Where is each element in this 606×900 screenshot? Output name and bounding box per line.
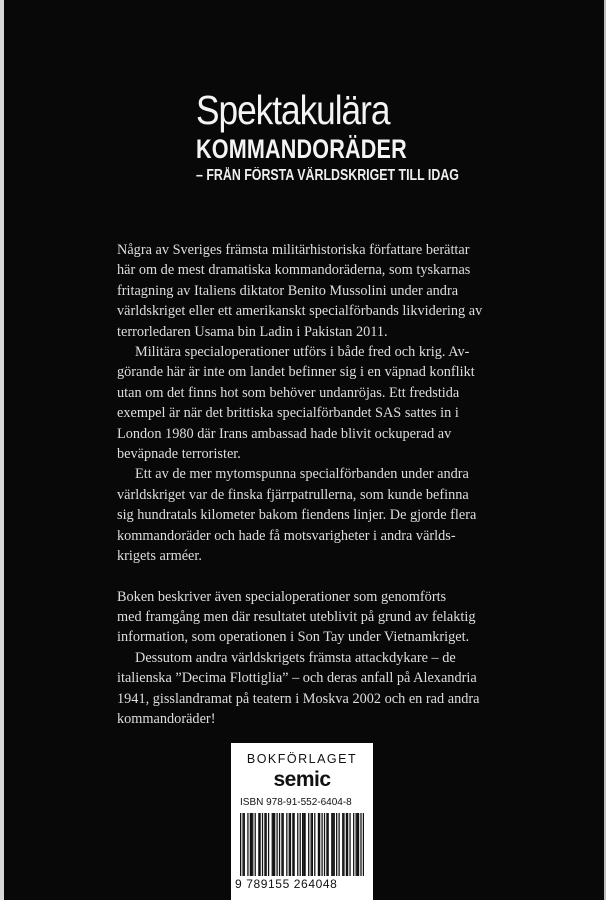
- barcode-bar: [353, 813, 354, 876]
- text-line: italienska ”Decima Flottiglia” – och deras anfall på Alexandria: [117, 670, 477, 687]
- barcode-bar: [318, 813, 319, 876]
- barcode-bar: [355, 813, 356, 876]
- barcode-bar: [276, 813, 277, 876]
- barcode-bar: [252, 813, 253, 876]
- barcode-bar: [290, 813, 291, 876]
- barcode-bar: [242, 813, 243, 876]
- barcode-bar: [314, 813, 315, 876]
- text-line: kommandoräder!: [117, 710, 216, 727]
- barcode-bar: [343, 813, 344, 876]
- barcode-bar: [264, 813, 265, 876]
- barcode-bar: [349, 813, 350, 876]
- text-line: Boken beskriver även specialoperationer som genomförts: [117, 588, 447, 605]
- barcode-bar: [283, 813, 284, 876]
- text-line: kommandoräder och hade få motsvarigheter i andra världs-: [117, 527, 456, 544]
- barcode-bar: [319, 813, 320, 876]
- barcode-bar: [357, 813, 358, 876]
- barcode-bar: [300, 813, 301, 876]
- barcode-bar: [302, 813, 303, 876]
- barcode-bar: [347, 813, 348, 876]
- barcode-bar: [266, 813, 267, 876]
- text-line: Militära specialoperationer utförs i både fred och krig. Av-: [135, 344, 470, 361]
- barcode-bar: [358, 813, 359, 876]
- text-line: terrorledaren Usama bin Ladin i Pakistan 2011.: [117, 323, 388, 340]
- barcode-digits: 9 789155 264048: [235, 877, 338, 891]
- barcode-bar: [240, 813, 241, 876]
- barcode-bar: [258, 813, 259, 876]
- title-block: [196, 88, 526, 186]
- barcode-bar: [273, 813, 274, 876]
- text-line: information, som operationen i Son Tay under Vietnamkriget.: [117, 629, 470, 646]
- text-line: med framgång men där resultatet uteblivit på grund av felaktig: [117, 608, 476, 625]
- barcode-bar: [342, 813, 343, 876]
- barcode-bar: [259, 813, 260, 876]
- isbn-text: ISBN 978-91-552-6404-8: [240, 797, 352, 808]
- barcode-bar: [363, 813, 364, 876]
- text-line: här om de mest dramatiska kommandoräderna, som tyskarnas: [117, 262, 471, 279]
- barcode-bar: [311, 813, 312, 876]
- paragraph-1: [117, 240, 492, 342]
- barcode-bar: [328, 813, 329, 876]
- barcode-bar: [332, 813, 333, 876]
- barcode-bar: [360, 813, 361, 876]
- text-line: världskriget eller ett amerikanskt specialförbands likvidering av: [117, 303, 483, 320]
- title-sub: KOMMANDORÄDER: [196, 134, 407, 164]
- barcode-bar: [321, 813, 322, 876]
- barcode-bar: [279, 813, 280, 876]
- barcode-bar: [338, 813, 339, 876]
- text-line: fritagning av Italiens diktator Benito Mussolini under andra: [117, 282, 459, 299]
- barcode-bar: [268, 813, 269, 876]
- text-line: Några av Sveriges främsta militärhistoriska författare berättar: [117, 242, 470, 258]
- paragraph-5: [117, 648, 492, 730]
- paragraph-2: [117, 342, 492, 464]
- barcode-bar: [324, 813, 325, 876]
- paragraph-4: [117, 587, 492, 648]
- publisher-name: BOKFÖRLAGET: [246, 752, 358, 766]
- barcode-bar: [303, 813, 304, 876]
- barcode-bar: [312, 813, 313, 876]
- barcode-bar: [262, 813, 263, 876]
- text-line: London 1980 där Irans ambassad hade blivit ockuperad av: [117, 425, 452, 442]
- barcode: [240, 813, 364, 876]
- publisher-label: [231, 743, 373, 900]
- barcode-bar: [281, 813, 282, 876]
- barcode-bar: [297, 813, 298, 876]
- barcode-bar: [346, 813, 347, 876]
- barcode-bar: [247, 813, 248, 876]
- barcode-bar: [293, 813, 294, 876]
- blurb: [117, 240, 492, 729]
- publisher-logo: semic: [273, 768, 331, 791]
- text-line: 1941, gisslandramat på teatern i Moskva 2002 och en rad andra: [117, 690, 480, 707]
- barcode-bar: [308, 813, 309, 876]
- text-line: sig hundratals kilometer bakom fiendens linjer. De gjorde flera: [117, 507, 477, 524]
- barcode-bar: [244, 813, 245, 876]
- barcode-bar: [286, 813, 287, 876]
- text-line: världskriget var de finska fjärrpatrullerna, som kunde befinna: [117, 486, 469, 503]
- barcode-bar: [326, 813, 327, 876]
- paragraph-3: [117, 464, 492, 566]
- title-tagline: – FRÅN FÖRSTA VÄRLDSKRIGET TILL IDAG: [196, 167, 459, 184]
- barcode-bar: [334, 813, 335, 876]
- text-line: beväpnade terrorister.: [117, 446, 241, 463]
- text-line: krigets arméer.: [117, 548, 202, 565]
- text-line: exempel är när det brittiska specialförbandet SAS sattes in i: [117, 405, 459, 422]
- text-line: Ett av de mer mytomspunna specialförbanden under andra: [135, 466, 469, 483]
- barcode-bar: [292, 813, 293, 876]
- text-line: görande här är inte om landet befinner sig i en väpnad konflikt: [117, 364, 475, 381]
- barcode-bar: [289, 813, 290, 876]
- barcode-bar: [304, 813, 305, 876]
- barcode-bar: [255, 813, 256, 876]
- text-line: Dessutom andra världskrigets främsta attackdykare – de: [135, 649, 456, 666]
- barcode-bar: [251, 813, 252, 876]
- text-line: utan om det finns hot som behöver undanröjas. Ett fredstida: [117, 384, 460, 401]
- barcode-bar: [336, 813, 337, 876]
- barcode-bar: [250, 813, 251, 876]
- barcode-bar: [274, 813, 275, 876]
- title-main: Spektakulära: [196, 87, 390, 133]
- barcode-bar: [331, 813, 332, 876]
- barcode-bar: [272, 813, 273, 876]
